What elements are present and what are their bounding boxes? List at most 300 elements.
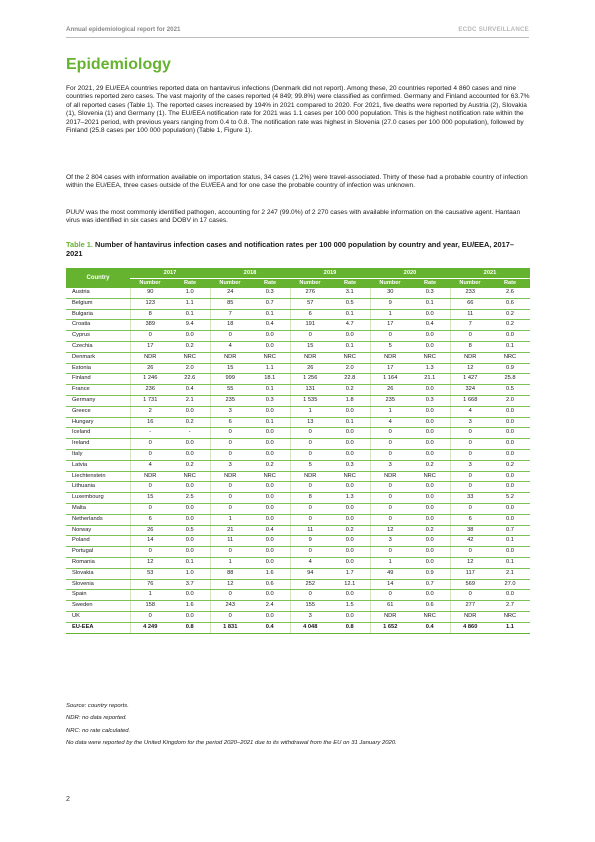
series-label: ECDC SURVEILLANCE [458, 26, 529, 33]
rate-cell: 0.2 [330, 385, 370, 396]
number-cell: 1 [370, 406, 410, 417]
number-cell: 53 [130, 568, 170, 579]
rate-cell: 12.1 [330, 579, 370, 590]
rate-cell: 0.0 [410, 536, 450, 547]
country-cell: Czechia [66, 341, 130, 352]
table-notes [66, 700, 536, 749]
number-cell: 2 [130, 406, 170, 417]
number-cell: 1 [210, 557, 250, 568]
number-cell: 30 [370, 288, 410, 298]
rate-cell: 0.0 [250, 331, 290, 342]
number-cell: 1 256 [290, 374, 330, 385]
rate-cell: 0.1 [330, 341, 370, 352]
number-cell: NDR [290, 352, 330, 363]
number-cell: 191 [290, 320, 330, 331]
number-cell: 0 [130, 482, 170, 493]
table-row [66, 363, 530, 374]
table-row [66, 395, 530, 406]
rate-cell: 0.0 [410, 503, 450, 514]
note-uk: No data were reported by the United Kingdom for the period 2020–2021 due to its withdrawal from the EU on 31 January 2020. [66, 739, 397, 746]
rate-cell: 0.0 [410, 514, 450, 525]
rate-cell: 0.0 [330, 536, 370, 547]
rate-cell: 0.0 [410, 428, 450, 439]
number-cell: NDR [210, 471, 250, 482]
rate-cell: 0.0 [250, 493, 290, 504]
rate-cell: 0.0 [410, 417, 450, 428]
table-row [66, 288, 530, 298]
year-header: 2020 [370, 268, 450, 279]
number-cell: 3 [210, 406, 250, 417]
paragraph-overview: For 2021, 29 EU/EEA countries reported data on hantavirus infections (Denmark did not report). Among these, 20 countries reported 4 860 cases and nine countries reported zero cases. The vast majority of the cases reported (4 849; 99.8%) were classified as confirmed. Germany and Finland accounted for 63.7% of all reported cases (Table 1). The reported cases increased by 194% in 2021 compared to 2020. For 2021, five deaths were reported by Austria (2), Slovakia (1), Slovenia (1) and Germany (1). The EU/EEA notification rate for 2021 was 1.1 cases per 100 000 population. This is the highest notification rate within the 2017–2021 period, with previous years ranging from 0.4 to 0.8. The notification rate was highest in Slovenia (27.0 cases per 100 000 population), followed by Finland (25.8 cases per 100 000 population) (Table 1, Figure 1). [66, 85, 530, 135]
rate-cell: 0.0 [490, 439, 530, 450]
rate-cell: 0.0 [250, 547, 290, 558]
number-cell: 26 [290, 363, 330, 374]
rate-cell: 0.2 [330, 525, 370, 536]
rate-cell: NRC [170, 352, 210, 363]
rate-cell: 0.7 [490, 525, 530, 536]
number-cell: 24 [210, 288, 250, 298]
rate-cell: 5.2 [490, 493, 530, 504]
country-cell: Spain [66, 590, 130, 601]
rate-cell: 0.1 [250, 385, 290, 396]
rate-cell: 0.2 [410, 460, 450, 471]
number-cell: 88 [210, 568, 250, 579]
rate-cell: 0.2 [490, 320, 530, 331]
country-cell: Luxembourg [66, 493, 130, 504]
rate-cell: 0.1 [490, 536, 530, 547]
table-row [66, 503, 530, 514]
number-cell: 6 [130, 514, 170, 525]
rate-cell: 1.6 [250, 568, 290, 579]
rate-cell: 0.4 [410, 320, 450, 331]
rate-cell: 0.9 [490, 363, 530, 374]
number-cell: 94 [290, 568, 330, 579]
rate-cell: 0.0 [330, 428, 370, 439]
rate-cell: 0.0 [170, 536, 210, 547]
rate-cell: 21.1 [410, 374, 450, 385]
number-cell: 0 [450, 428, 490, 439]
number-cell: 17 [370, 320, 410, 331]
rate-cell: 2.6 [490, 288, 530, 298]
number-cell: 0 [290, 439, 330, 450]
number-cell: 0 [210, 547, 250, 558]
number-cell: 0 [130, 547, 170, 558]
rate-cell: 0.0 [490, 503, 530, 514]
table-caption [66, 240, 530, 259]
number-cell: NDR [370, 611, 410, 622]
rate-cell: 2.0 [170, 363, 210, 374]
number-cell: 0 [290, 503, 330, 514]
number-cell: 1 [130, 590, 170, 601]
rate-cell: 0.0 [490, 482, 530, 493]
number-cell: 123 [130, 298, 170, 309]
rate-cell: 1.7 [330, 568, 370, 579]
number-cell: 0 [130, 611, 170, 622]
table-row [66, 352, 530, 363]
rate-cell: 18.1 [250, 374, 290, 385]
rate-cell: 25.8 [490, 374, 530, 385]
rate-cell: NRC [170, 471, 210, 482]
number-cell: 0 [210, 482, 250, 493]
number-cell: 15 [290, 341, 330, 352]
number-cell: NDR [290, 471, 330, 482]
number-cell: 0 [450, 547, 490, 558]
table-row [66, 460, 530, 471]
number-cell: 131 [290, 385, 330, 396]
number-cell: 1 535 [290, 395, 330, 406]
number-cell: 12 [450, 363, 490, 374]
number-cell: 26 [130, 525, 170, 536]
rate-cell: 1.1 [490, 622, 530, 633]
table-row [66, 385, 530, 396]
rate-cell: 0.0 [170, 439, 210, 450]
table-label: Table 1. [66, 240, 93, 249]
year-header: 2019 [290, 268, 370, 279]
number-cell: 1 [370, 557, 410, 568]
country-cell: Bulgaria [66, 309, 130, 320]
rate-cell: 0.0 [490, 449, 530, 460]
country-cell: Hungary [66, 417, 130, 428]
rate-cell: - [170, 428, 210, 439]
rate-cell: 0.0 [170, 406, 210, 417]
number-cell: 38 [450, 525, 490, 536]
table-row [66, 374, 530, 385]
rate-cell: 0.8 [170, 622, 210, 633]
rate-cell: NRC [330, 352, 370, 363]
rate-cell: 0.0 [250, 590, 290, 601]
rate-cell: 0.0 [250, 439, 290, 450]
rate-cell: 0.0 [250, 406, 290, 417]
rate-cell: 2.7 [490, 601, 530, 612]
number-cell: 12 [370, 525, 410, 536]
number-cell: NDR [370, 352, 410, 363]
page-number: 2 [66, 796, 70, 803]
rate-cell: 0.0 [410, 331, 450, 342]
number-cell: 0 [450, 471, 490, 482]
number-cell: 0 [370, 449, 410, 460]
rate-cell: 22.6 [170, 374, 210, 385]
rate-cell: 0.0 [490, 417, 530, 428]
rate-cell: 2.5 [170, 493, 210, 504]
number-cell: 4 860 [450, 622, 490, 633]
number-cell: 1 731 [130, 395, 170, 406]
number-cell: 3 [450, 460, 490, 471]
table-row [66, 309, 530, 320]
rate-header: Rate [170, 279, 210, 289]
number-cell: 4 [290, 557, 330, 568]
rate-cell: 2.0 [330, 363, 370, 374]
rate-cell: 0.0 [410, 439, 450, 450]
number-cell: 0 [290, 482, 330, 493]
rate-cell: 1.0 [170, 568, 210, 579]
report-title: Annual epidemiological report for 2021 [66, 26, 181, 33]
rate-cell: 0.1 [330, 309, 370, 320]
country-cell: Sweden [66, 601, 130, 612]
number-cell: 11 [290, 525, 330, 536]
rate-cell: 0.0 [410, 493, 450, 504]
table-row [66, 547, 530, 558]
rate-cell: 0.0 [410, 385, 450, 396]
number-cell: NDR [130, 471, 170, 482]
number-cell: 4 249 [130, 622, 170, 633]
number-header: Number [290, 279, 330, 289]
rate-cell: 0.0 [170, 590, 210, 601]
number-cell: 0 [130, 449, 170, 460]
number-cell: 1 668 [450, 395, 490, 406]
rate-cell: 0.7 [410, 579, 450, 590]
year-header: 2021 [450, 268, 530, 279]
number-cell: 0 [290, 331, 330, 342]
rate-cell: 0.0 [250, 428, 290, 439]
rate-cell: 0.5 [490, 385, 530, 396]
table-row [66, 493, 530, 504]
country-cell: Cyprus [66, 331, 130, 342]
number-cell: 85 [210, 298, 250, 309]
rate-cell: 0.0 [170, 514, 210, 525]
country-cell: Austria [66, 288, 130, 298]
number-cell: 8 [290, 493, 330, 504]
table-row [66, 320, 530, 331]
number-cell: 8 [450, 341, 490, 352]
rate-cell: 0.1 [250, 309, 290, 320]
total-row [66, 622, 530, 633]
number-cell: 55 [210, 385, 250, 396]
rate-cell: 0.3 [410, 395, 450, 406]
number-cell: 66 [450, 298, 490, 309]
number-cell: 42 [450, 536, 490, 547]
rate-cell: 1.1 [170, 298, 210, 309]
rate-cell: 0.0 [410, 557, 450, 568]
rate-cell: 0.0 [330, 482, 370, 493]
table-row [66, 406, 530, 417]
rate-cell: 0.6 [410, 601, 450, 612]
rate-cell: NRC [330, 471, 370, 482]
rate-header: Rate [250, 279, 290, 289]
rate-cell: 0.0 [410, 449, 450, 460]
rate-cell: 0.0 [410, 590, 450, 601]
number-cell: 0 [370, 331, 410, 342]
rate-cell: NRC [490, 352, 530, 363]
note-source: Source: country reports. [66, 703, 129, 709]
rate-cell: 0.0 [250, 611, 290, 622]
rate-cell: 0.0 [330, 331, 370, 342]
number-cell: 0 [370, 428, 410, 439]
number-header: Number [130, 279, 170, 289]
table-row [66, 525, 530, 536]
number-cell: 14 [130, 536, 170, 547]
number-cell: 90 [130, 288, 170, 298]
country-cell: Iceland [66, 428, 130, 439]
country-cell: Ireland [66, 439, 130, 450]
number-cell: 76 [130, 579, 170, 590]
table-row [66, 590, 530, 601]
rate-cell: 22.8 [330, 374, 370, 385]
number-cell: 18 [210, 320, 250, 331]
country-cell: Latvia [66, 460, 130, 471]
number-cell: 1 427 [450, 374, 490, 385]
rate-cell: 0.3 [250, 288, 290, 298]
number-cell: 3 [450, 417, 490, 428]
rate-cell: 1.3 [330, 493, 370, 504]
rate-cell: 2.0 [490, 395, 530, 406]
rate-cell: 0.0 [410, 341, 450, 352]
country-cell: EU-EEA [66, 622, 130, 633]
number-cell: 3 [210, 460, 250, 471]
rate-cell: 0.8 [330, 622, 370, 633]
number-cell: 1 652 [370, 622, 410, 633]
number-cell: 236 [130, 385, 170, 396]
rate-cell: NRC [250, 352, 290, 363]
rate-cell: 0.1 [330, 417, 370, 428]
number-cell: 0 [450, 331, 490, 342]
rate-cell: 0.0 [250, 514, 290, 525]
number-cell: 0 [450, 449, 490, 460]
paragraph-importation: Of the 2 804 cases with information available on importation status, 34 cases (1.2%) were travel-associated. Thirty of these had a probable country of infection within the EU/EEA, three cases outside of the EU/EEA and for one case the probable country of infection was unknown. [66, 174, 528, 190]
number-cell: 3 [370, 536, 410, 547]
rate-cell: 0.0 [330, 503, 370, 514]
rate-cell: NRC [250, 471, 290, 482]
number-cell: 5 [290, 460, 330, 471]
country-cell: Malta [66, 503, 130, 514]
table-row [66, 449, 530, 460]
country-cell: France [66, 385, 130, 396]
table-body [66, 288, 530, 633]
rate-cell: 0.0 [170, 331, 210, 342]
number-cell: 6 [450, 514, 490, 525]
table-row [66, 611, 530, 622]
number-cell: 13 [290, 417, 330, 428]
rate-cell: 0.2 [170, 460, 210, 471]
rate-cell: 0.0 [490, 547, 530, 558]
rate-cell: 0.0 [410, 309, 450, 320]
number-cell: 0 [210, 449, 250, 460]
number-cell: 9 [370, 298, 410, 309]
country-cell: Liechtenstein [66, 471, 130, 482]
country-cell: Netherlands [66, 514, 130, 525]
number-cell: 155 [290, 601, 330, 612]
country-cell: Slovakia [66, 568, 130, 579]
rate-cell: 0.1 [170, 309, 210, 320]
rate-cell: 0.1 [490, 341, 530, 352]
number-cell: 0 [290, 514, 330, 525]
number-cell: 11 [210, 536, 250, 547]
number-cell: 61 [370, 601, 410, 612]
table-row [66, 514, 530, 525]
number-cell: 12 [130, 557, 170, 568]
rate-cell: NRC [490, 611, 530, 622]
country-cell: Estonia [66, 363, 130, 374]
number-cell: 0 [130, 439, 170, 450]
rate-cell: 0.7 [250, 298, 290, 309]
rate-cell: 1.3 [410, 363, 450, 374]
rate-header: Rate [410, 279, 450, 289]
header-divider [66, 37, 529, 38]
number-cell: 1 [290, 406, 330, 417]
number-cell: 235 [370, 395, 410, 406]
country-cell: Italy [66, 449, 130, 460]
number-cell: 0 [370, 514, 410, 525]
rate-cell: 0.0 [490, 590, 530, 601]
rate-cell: 0.6 [490, 298, 530, 309]
number-cell: 158 [130, 601, 170, 612]
number-cell: 117 [450, 568, 490, 579]
table-row [66, 331, 530, 342]
number-cell: 17 [370, 363, 410, 374]
rate-cell: 0.4 [250, 622, 290, 633]
number-cell: 15 [130, 493, 170, 504]
rate-cell: 3.7 [170, 579, 210, 590]
country-cell: Romania [66, 557, 130, 568]
table-row [66, 471, 530, 482]
number-cell: 0 [370, 493, 410, 504]
number-cell: - [130, 428, 170, 439]
number-cell: 252 [290, 579, 330, 590]
number-cell: 235 [210, 395, 250, 406]
table-row [66, 482, 530, 493]
number-cell: 0 [210, 439, 250, 450]
country-cell: Belgium [66, 298, 130, 309]
number-cell: NDR [210, 352, 250, 363]
number-cell: 9 [290, 536, 330, 547]
rate-cell: 0.0 [170, 611, 210, 622]
number-cell: 243 [210, 601, 250, 612]
rate-cell: 2.1 [490, 568, 530, 579]
number-cell: 233 [450, 288, 490, 298]
rate-cell: 0.0 [330, 547, 370, 558]
table-caption-text: Number of hantavirus infection cases and notification rates per 100 000 population by country and year, EU/EEA, 2017–2021 [66, 240, 514, 259]
number-cell: 4 [450, 406, 490, 417]
rate-cell: 0.5 [170, 525, 210, 536]
number-cell: 1 [210, 514, 250, 525]
rate-cell: 0.0 [250, 341, 290, 352]
note-nrc: NRC: no rate calculated. [66, 727, 131, 734]
running-header [66, 22, 529, 34]
table-row [66, 298, 530, 309]
number-cell: 0 [450, 503, 490, 514]
rate-cell: 1.5 [330, 601, 370, 612]
rate-cell: 0.0 [170, 449, 210, 460]
number-cell: 0 [450, 482, 490, 493]
number-cell: 0 [290, 449, 330, 460]
note-ndr: NDR: no data reported. [66, 715, 127, 722]
country-cell: Norway [66, 525, 130, 536]
rate-cell: 0.2 [410, 525, 450, 536]
number-cell: 17 [130, 341, 170, 352]
number-cell: 0 [210, 331, 250, 342]
rate-cell: 0.1 [250, 417, 290, 428]
rate-cell: 0.0 [250, 536, 290, 547]
number-cell: 0 [450, 439, 490, 450]
rate-cell: 0.5 [330, 298, 370, 309]
table-row [66, 601, 530, 612]
number-cell: 0 [130, 331, 170, 342]
rate-cell: 27.0 [490, 579, 530, 590]
rate-cell: 0.0 [490, 514, 530, 525]
rate-cell: 0.9 [410, 568, 450, 579]
rate-cell: NRC [410, 471, 450, 482]
country-cell: Lithuania [66, 482, 130, 493]
rate-cell: 0.3 [250, 395, 290, 406]
number-cell: 21 [210, 525, 250, 536]
rate-cell: 0.1 [490, 557, 530, 568]
table-row [66, 568, 530, 579]
country-cell: Finland [66, 374, 130, 385]
number-cell: 0 [210, 611, 250, 622]
rate-cell: 1.1 [250, 363, 290, 374]
number-cell: 16 [130, 417, 170, 428]
number-cell: 0 [370, 482, 410, 493]
number-cell: 1 831 [210, 622, 250, 633]
